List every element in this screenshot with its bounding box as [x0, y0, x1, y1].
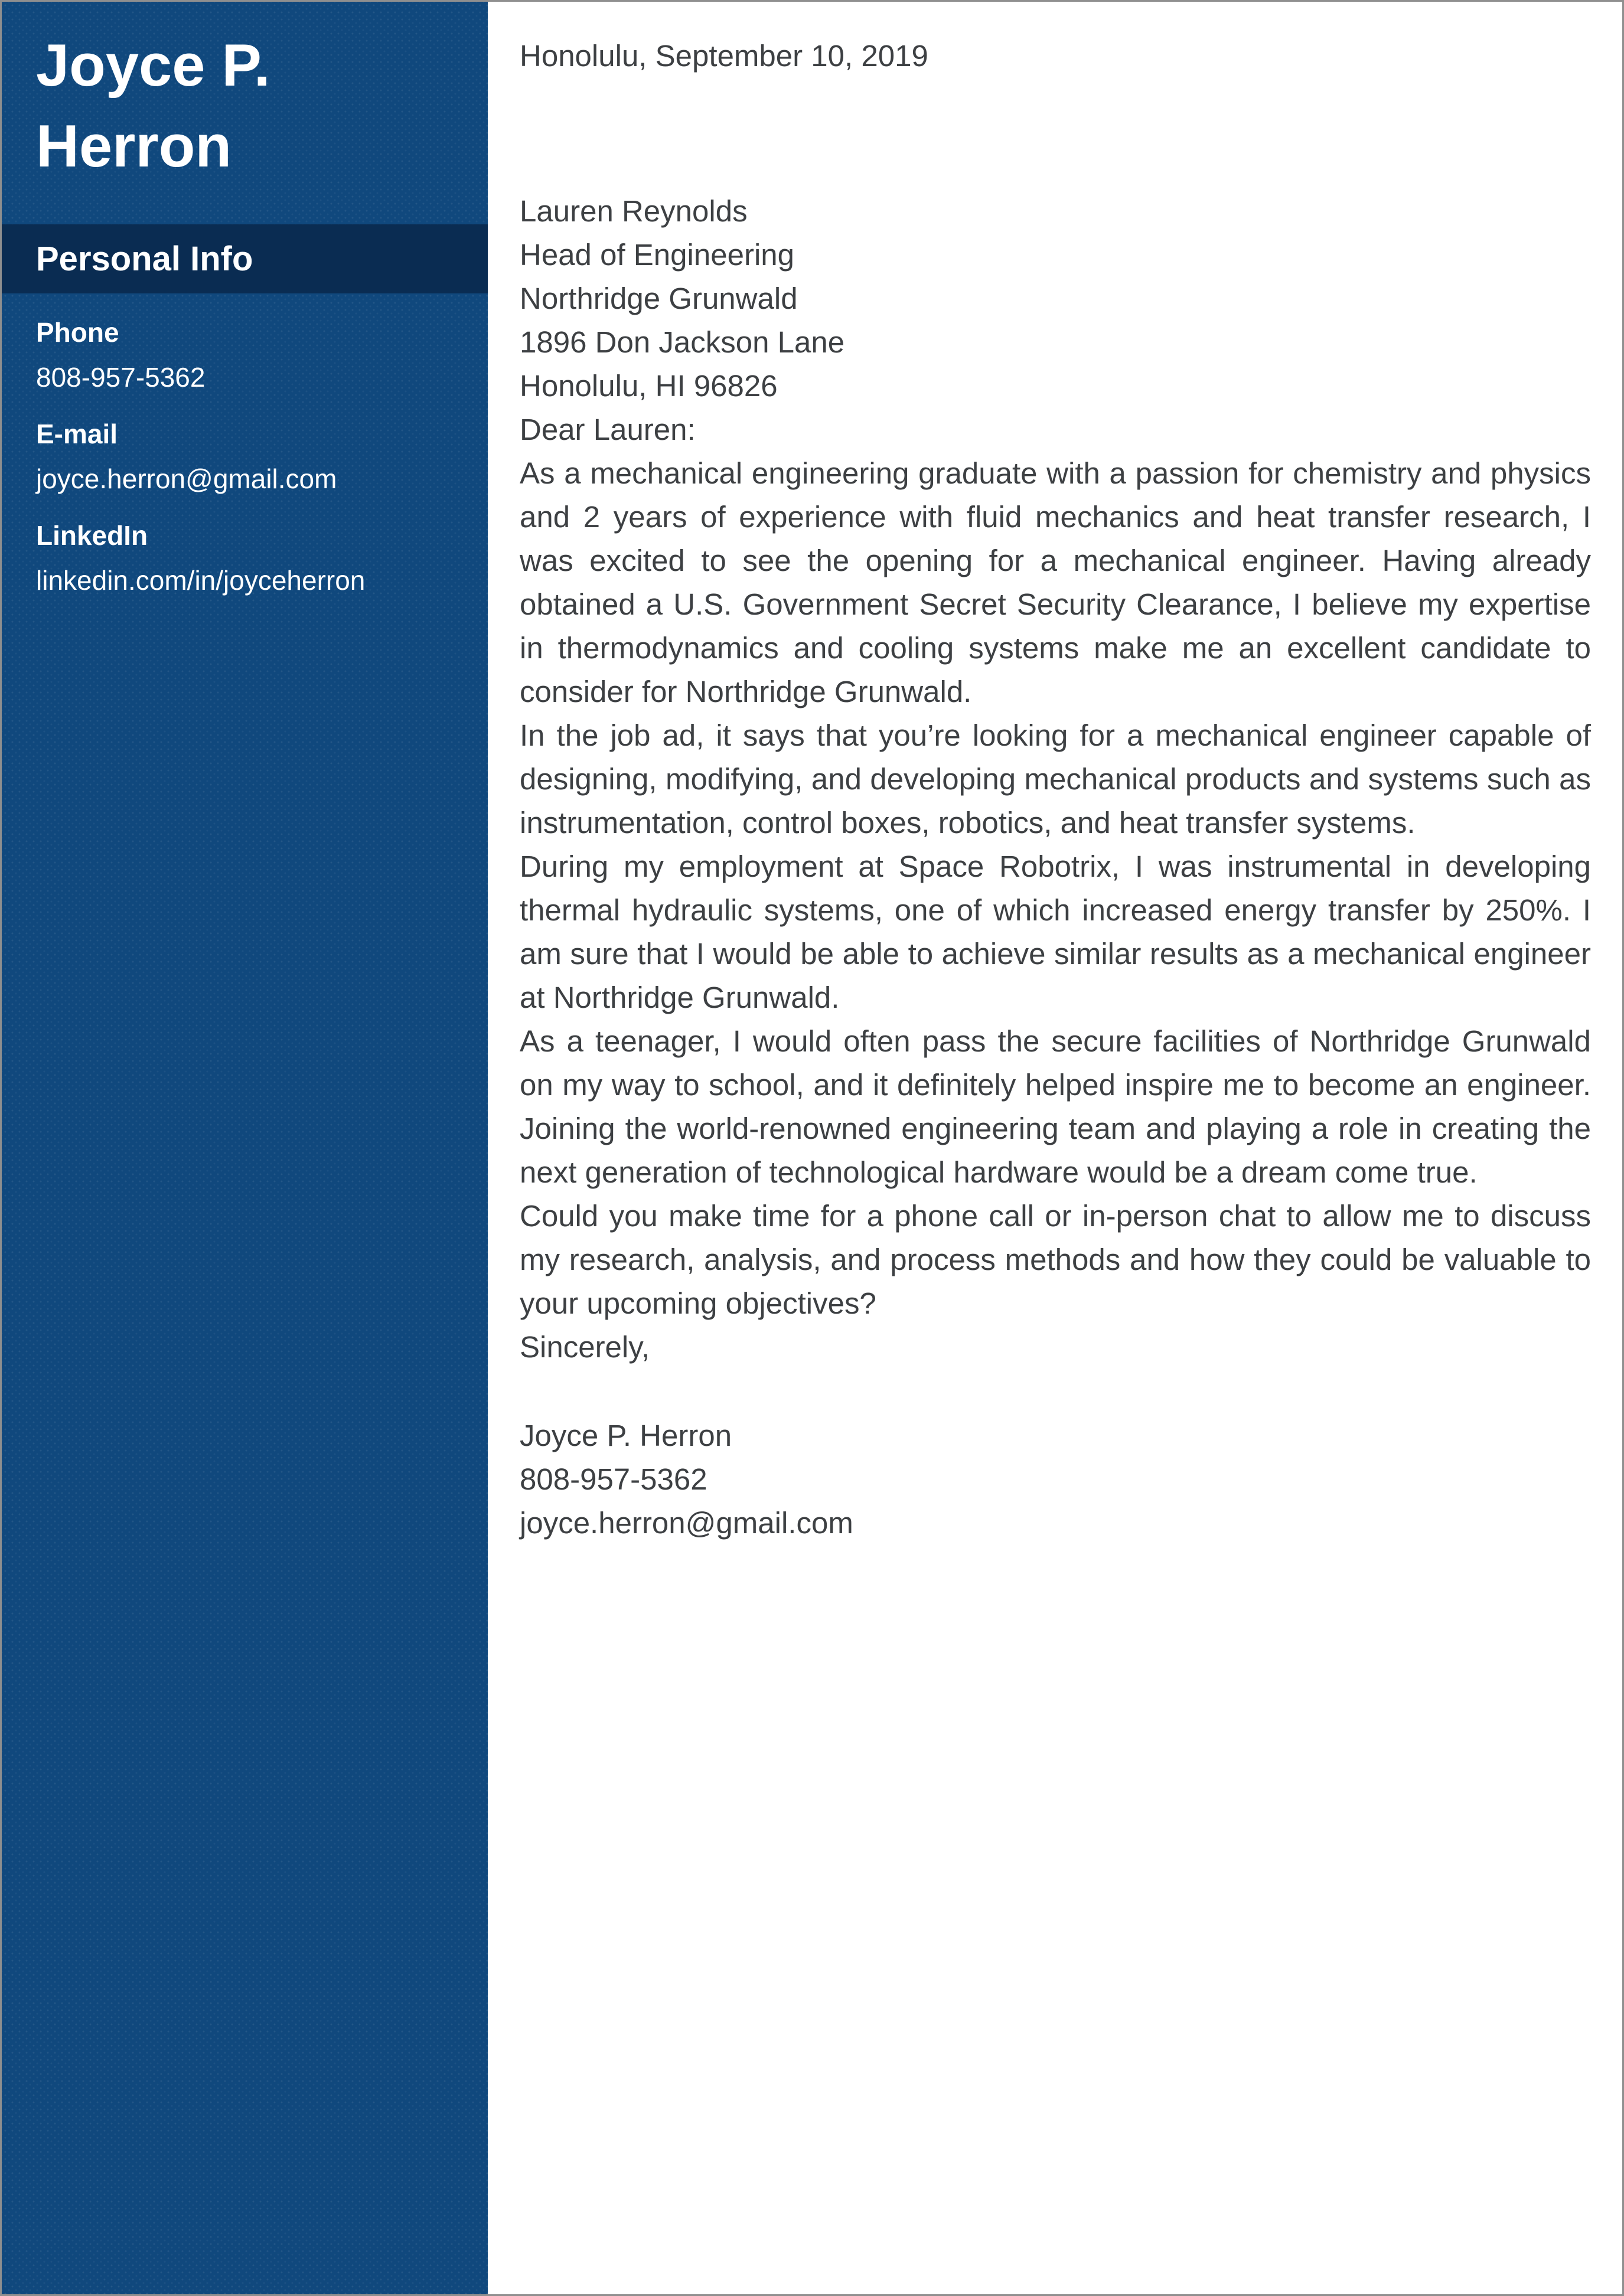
sidebar — [2, 2, 488, 2294]
recipient-street: 1896 Don Jackson Lane — [520, 325, 845, 359]
contact-item-email — [36, 417, 470, 495]
contact-item-linkedin — [36, 519, 470, 597]
linkedin-value: linkedin.com/in/joyceherron — [36, 565, 366, 596]
recipient-block — [520, 190, 1591, 408]
recipient-title: Head of Engineering — [520, 238, 795, 272]
signature-phone: 808-957-5362 — [520, 1462, 707, 1496]
letter-body — [520, 34, 1591, 1545]
recipient-name: Lauren Reynolds — [520, 194, 748, 228]
closing: Sincerely, — [520, 1330, 650, 1364]
salutation: Dear Lauren: — [520, 413, 696, 446]
paragraph-experience: During my employment at Space Robotrix, I was instrumental in developing thermal hydraulic systems, one of which increased energy transfer by 250%. I am sure that I would be able to achieve similar results as a mechanical engineer at Northridge Grunwald. — [520, 850, 1591, 1014]
paragraph-job-ad: In the job ad, it says that you’re looking for a mechanical engineer capable of designing, modifying, and developing mechanical products and systems such as instrumentation, control boxes, robotics, and heat transfer systems. — [520, 718, 1591, 840]
applicant-name: Joyce P. Herron — [36, 32, 270, 179]
linkedin-label: LinkedIn — [36, 520, 148, 551]
signature-email: joyce.herron@gmail.com — [520, 1506, 853, 1540]
signature-block — [520, 1414, 1591, 1545]
paragraph-intro: As a mechanical engineering graduate with a passion for chemistry and physics and 2 years of experience with fluid mechanics and heat transfer research, I was excited to see the opening for a mechanical engineer. Having already obtained a U.S. Government Secret Security Clearance, I believe my expertise in thermodynamics and cooling systems make me an excellent candidate to consider for Northridge Grunwald. — [520, 456, 1591, 708]
phone-value: 808-957-5362 — [36, 362, 206, 393]
email-label: E-mail — [36, 419, 118, 449]
email-value: joyce.herron@gmail.com — [36, 463, 337, 494]
contact-item-phone — [36, 316, 470, 394]
personal-info-section-header — [2, 224, 488, 293]
recipient-city: Honolulu, HI 96826 — [520, 369, 778, 403]
date-line: Honolulu, September 10, 2019 — [520, 39, 928, 73]
personal-info-title: Personal Info — [36, 240, 253, 278]
phone-label: Phone — [36, 317, 119, 348]
paragraph-call-to-action: Could you make time for a phone call or in-person chat to allow me to discuss my research, analysis, and process methods and how they could be valuable to your upcoming objectives? — [520, 1199, 1591, 1320]
recipient-company: Northridge Grunwald — [520, 282, 798, 315]
contact-list — [2, 316, 488, 597]
signature-name: Joyce P. Herron — [520, 1419, 732, 1452]
paragraph-motivation: As a teenager, I would often pass the secure facilities of Northridge Grunwald on my way to school, and it definitely helped inspire me to become an engineer. Joining the world-renowned engineering team and playing a role in creating the next generation of technological hardware would be a dream come true. — [520, 1024, 1591, 1189]
